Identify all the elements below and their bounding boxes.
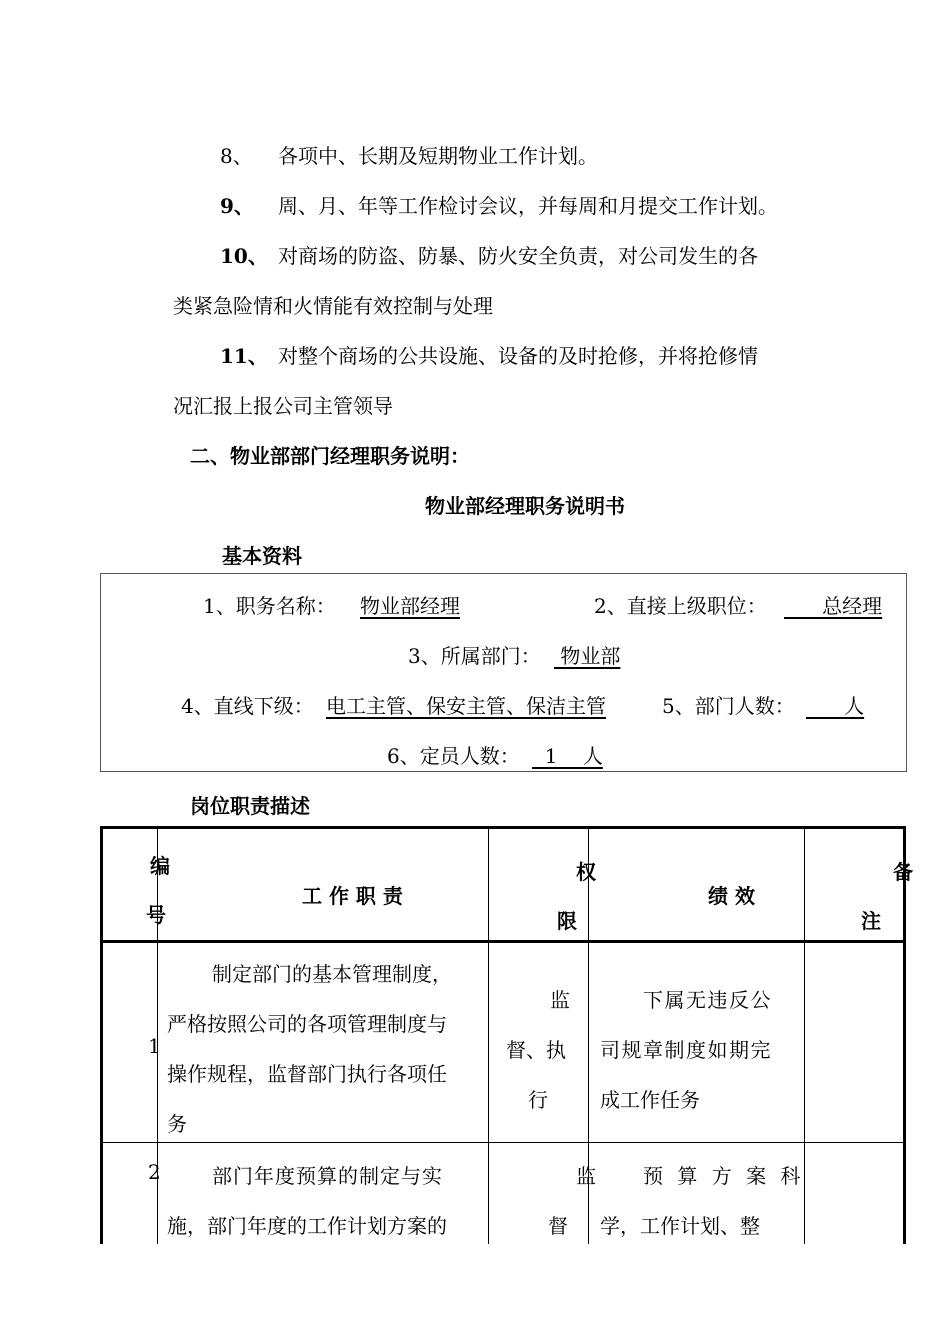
authority-text: 行: [528, 1088, 548, 1112]
document-title: 物业部经理职务说明书: [425, 494, 625, 518]
dept-headcount-label: 5、部门人数：: [662, 694, 795, 718]
header-authority: 权: [576, 860, 596, 884]
table-border-right: [903, 826, 906, 1244]
subordinates-label: 4、直线下级：: [181, 694, 314, 718]
subordinates-value: 电工主管、保安主管、保洁主管: [326, 694, 606, 718]
list-text: 各项中、长期及短期物业工作计划。: [278, 144, 598, 168]
duty-text: 部门年度预算的制定与实: [212, 1164, 443, 1188]
header-num: 编: [150, 854, 170, 878]
list-text: 对整个商场的公共设施、设备的及时抢修，并将抢修情: [278, 344, 758, 368]
staffing-value: 1 人: [532, 744, 603, 768]
authority-text: 督、执: [506, 1038, 566, 1062]
authority-text: 监: [550, 988, 570, 1012]
row-number: 1: [148, 1034, 161, 1058]
duty-text: 务: [167, 1112, 187, 1136]
department-label: 3、所属部门：: [408, 644, 541, 668]
list-num: 8、: [220, 144, 253, 168]
header-performance: 绩 效: [708, 884, 755, 908]
job-title-value: 物业部经理: [360, 594, 460, 618]
list-text-continued: 类紧急险情和火情能有效控制与处理: [173, 294, 493, 318]
duty-text: 制定部门的基本管理制度，: [212, 962, 452, 986]
department-value: 物业部: [554, 644, 621, 668]
table-row-divider: [100, 1142, 906, 1143]
authority-text: 监: [576, 1164, 596, 1188]
job-title-label: 1、职务名称：: [203, 594, 336, 618]
header-num: 号: [146, 903, 166, 927]
supervisor-label: 2、直接上级职位：: [594, 594, 767, 618]
header-remarks: 注: [861, 909, 881, 933]
basic-info-heading: 基本资料: [222, 544, 302, 568]
performance-text: 成工作任务: [600, 1088, 700, 1112]
performance-text: 下属无违反公: [643, 988, 772, 1012]
staffing-label: 6、定员人数：: [387, 744, 520, 768]
duty-text: 施，部门年度的工作计划方案的: [167, 1214, 447, 1238]
list-num: 9、: [220, 194, 254, 218]
duties-heading: 岗位职责描述: [190, 794, 310, 818]
performance-text: 学，工作计划、整: [600, 1214, 760, 1238]
duty-text: 严格按照公司的各项管理制度与: [167, 1012, 447, 1036]
header-remarks: 备: [893, 860, 913, 884]
list-num: 11、: [220, 344, 268, 368]
table-border-left: [100, 826, 103, 1244]
authority-text: 督: [548, 1214, 568, 1238]
performance-text: 司规章制度如期完: [600, 1038, 772, 1062]
list-num: 10、: [220, 244, 268, 268]
row-number: 2: [148, 1160, 161, 1184]
list-text: 周、月、年等工作检讨会议，并每周和月提交工作计划。: [278, 194, 778, 218]
performance-text: 预 算 方 案 科: [643, 1164, 805, 1188]
section-heading: 二、物业部部门经理职务说明：: [190, 444, 470, 468]
supervisor-value: 总经理: [784, 594, 883, 618]
table-col-divider: [488, 826, 489, 1244]
duty-text: 操作规程，监督部门执行各项任: [167, 1062, 447, 1086]
table-header-rule: [100, 940, 906, 943]
header-authority: 限: [557, 909, 577, 933]
list-text-continued: 况汇报上报公司主管领导: [173, 394, 393, 418]
dept-headcount-value: 人: [806, 694, 865, 718]
table-border-top: [100, 826, 906, 829]
list-text: 对商场的防盗、防暴、防火安全负责，对公司发生的各: [278, 244, 758, 268]
header-duty: 工 作 职 责: [302, 884, 403, 908]
